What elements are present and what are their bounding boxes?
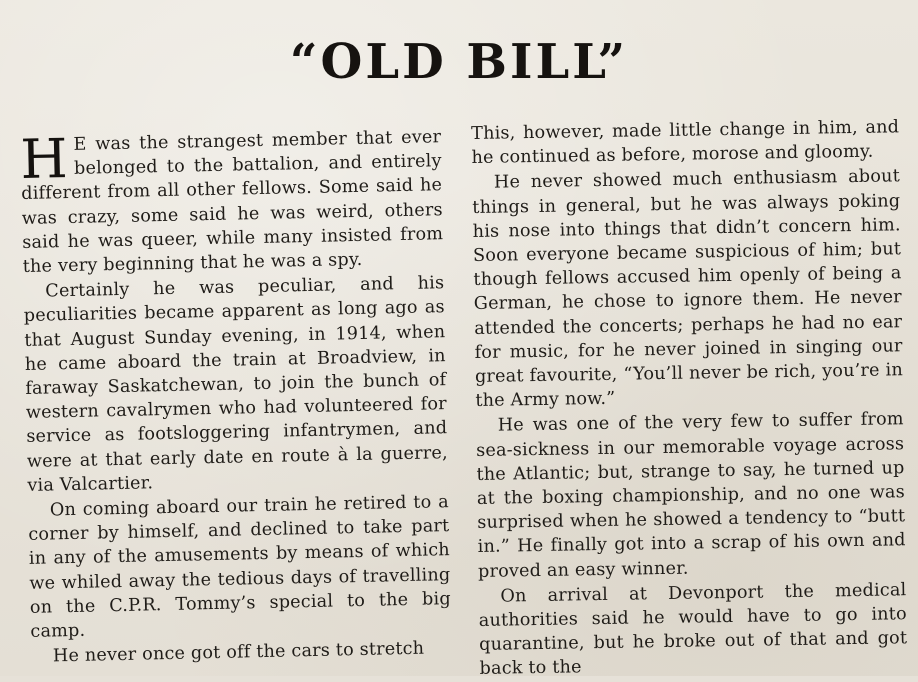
paragraph-7: He was one of the very few to suffer from sea-sickness in our memorable voyage across the Atlantic; but, strange to say, he turned up at the boxing championship, and no one was surprised when he showed a tendency to “butt in.” He finally got into a scrap of his own and proved an easy winner. [476,409,906,582]
article-title: “OLD BILL” [289,34,629,90]
right-column [471,115,908,681]
paragraph-1 [20,125,444,279]
paragraph-2: Certainly he was peculiar, and his peculiarities became apparent as long ago as that August Sunday evening, in 1914, when he came aboard the train at Broadview, in faraway Saskatchewan, to join the bunch of western cavalrymen who had volunteered for service as footsloggering infantrymen, and were at that early date en route à la guerre, via Valcartier. [23,273,448,496]
paragraph-8: On arrival at Devonport the medical authorities said he would have to go into quarantine, but he broke out of that and got back to the [478,580,908,680]
drop-cap: H [19,127,69,191]
paragraph-1-text: E was the strangest member that ever belonged to the battalion, and entirely different from all other fellows. Some said he was crazy, some said he was weird, others said he was queer, while many insisted from the very beginning that he was a spy. [21,127,444,277]
paragraph-4: He never once got off the cars to stretch [52,638,425,667]
paragraph-3: On coming aboard our train he retired to a corner by himself, and declined to take part in any of the amusements by means of which we whiled away the tedious days of travelling on the C.P.R. Tommy’s special to the big camp. [28,492,452,642]
left-column [20,125,452,669]
paragraph-6: He never showed much enthusiasm about things in general, but he was always poking his nose into things that didn’t concern him. Soon everyone became suspicious of him; but though fellows accused him openly of being a German, he chose to ignore them. He never attended the concerts; perhaps he had no ear for music, for he never joined in singing our great favourite, “You’ll never be rich, you’re in the Army now.” [472,166,904,412]
paragraph-5: This, however, made little change in him, and he continued as before, morose and gloomy. [471,117,900,169]
